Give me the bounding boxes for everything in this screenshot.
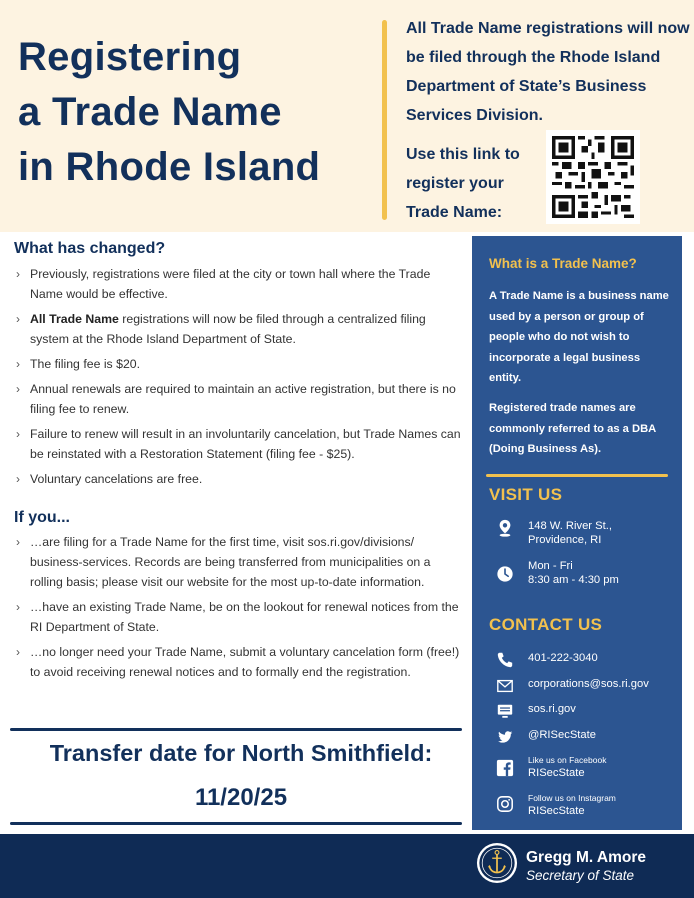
info-sidebar: What is a Trade Name? A Trade Name is a business name used by a person or group of people who do not wish to incorporate a legal business entity. Registered trade names are commonly referred to as a DBA (Doing Business As). VISIT US 148 W. River St., Providence, RI Mon - Fri 8:30 am - 4:30 pm CONTACT US 401-222-3040 corporations@sos.ri.gov sos.ri.gov @RISecState Like us on Facebook RISecState Follow us on Instagram RISecState bbox=[472, 236, 682, 830]
visit-heading: VISIT US bbox=[489, 485, 563, 504]
chevron-right-icon: › bbox=[16, 472, 20, 486]
what-is-dba: Registered trade names are commonly referred to as a DBA (Doing Business As). bbox=[489, 402, 656, 455]
what-is-definition: A Trade Name is a business name used by a person or group of people who do not wish to incorporate a legal business entity. bbox=[489, 290, 669, 384]
header-divider bbox=[382, 20, 387, 220]
chevron-right-icon: › bbox=[16, 600, 20, 614]
phone-icon bbox=[496, 651, 514, 669]
list-item: › …have an existing Trade Name, be on the lookout for renewal notices from the RI Department of State. bbox=[14, 597, 464, 637]
what-is-heading: What is a Trade Name? bbox=[489, 256, 637, 271]
anchor-seal-icon bbox=[476, 842, 518, 884]
email-link[interactable]: corporations@sos.ri.gov bbox=[528, 678, 649, 690]
instagram-icon bbox=[496, 795, 514, 813]
phone-number[interactable]: 401-222-3040 bbox=[528, 652, 598, 664]
list-item: › Previously, registrations were filed at the city or town hall where the Trade Name would be effective. bbox=[14, 264, 464, 304]
list-item: › The filing fee is $20. bbox=[14, 354, 464, 374]
list-item: › …no longer need your Trade Name, submit a voluntary cancelation form (free!) to avoid receiving renewal notices and to formally end the registration. bbox=[14, 642, 464, 682]
header-notice: All Trade Name registrations will now be filed through the Rhode Island Department of State’s Business Services Division. bbox=[406, 20, 690, 124]
title-line-1: Registering bbox=[18, 35, 242, 79]
chevron-right-icon: › bbox=[16, 535, 20, 549]
secretary-title: Secretary of State bbox=[526, 868, 635, 883]
list-item: › Voluntary cancelations are free. bbox=[14, 469, 464, 489]
register-link-text: Use this link to register your Trade Name: bbox=[406, 146, 520, 221]
qr-code-icon[interactable] bbox=[546, 130, 640, 224]
facebook-handle[interactable]: RISecState bbox=[528, 767, 585, 779]
transfer-bottom-rule bbox=[10, 822, 462, 825]
chevron-right-icon: › bbox=[16, 645, 20, 659]
chevron-right-icon: › bbox=[16, 357, 20, 371]
email-icon bbox=[496, 677, 514, 695]
contact-heading: CONTACT US bbox=[489, 615, 603, 634]
transfer-top-rule bbox=[10, 728, 462, 731]
changes-list bbox=[14, 264, 464, 489]
list-item: › …are filing for a Trade Name for the first time, visit sos.ri.gov/divisions/ business-services. Records are being transferred from municipalities on a rolling basis; please visit our website for the most up-to-date information. bbox=[14, 532, 464, 592]
secretary-name: Gregg M. Amore bbox=[526, 849, 646, 866]
list-item: › Annual renewals are required to maintain an active registration, but there is no filing fee to renew. bbox=[14, 379, 464, 419]
twitter-bird-icon bbox=[496, 728, 514, 746]
ifyou-list bbox=[14, 532, 464, 682]
transfer-label: Transfer date for North Smithfield: bbox=[49, 740, 433, 766]
facebook-icon bbox=[496, 759, 514, 777]
ifyou-heading: If you... bbox=[14, 509, 70, 526]
chevron-right-icon: › bbox=[16, 312, 20, 326]
list-item: › Failure to renew will result in an involuntarily cancelation, but Trade Names can be reinstated with a Restoration Statement (filing fee - $25). bbox=[14, 424, 464, 464]
main-column bbox=[14, 240, 464, 687]
transfer-date: 11/20/25 bbox=[194, 784, 288, 811]
location-pin-icon bbox=[496, 519, 514, 537]
monitor-icon bbox=[496, 702, 514, 720]
website-link[interactable]: sos.ri.gov bbox=[528, 703, 576, 715]
sidebar-divider bbox=[486, 474, 668, 477]
chevron-right-icon: › bbox=[16, 267, 20, 281]
title-line-3: in Rhode Island bbox=[18, 145, 321, 189]
changes-heading: What has changed? bbox=[14, 240, 166, 257]
chevron-right-icon: › bbox=[16, 427, 20, 441]
chevron-right-icon: › bbox=[16, 382, 20, 396]
page-title bbox=[18, 30, 378, 195]
instagram-handle[interactable]: RISecState bbox=[528, 805, 585, 817]
twitter-handle[interactable]: @RISecState bbox=[528, 729, 596, 741]
clock-icon bbox=[496, 565, 514, 583]
list-item: › All Trade Name registrations will now be filed through a centralized filing system at the Rhode Island Department of State. bbox=[14, 309, 464, 349]
title-line-2: a Trade Name bbox=[18, 90, 282, 134]
